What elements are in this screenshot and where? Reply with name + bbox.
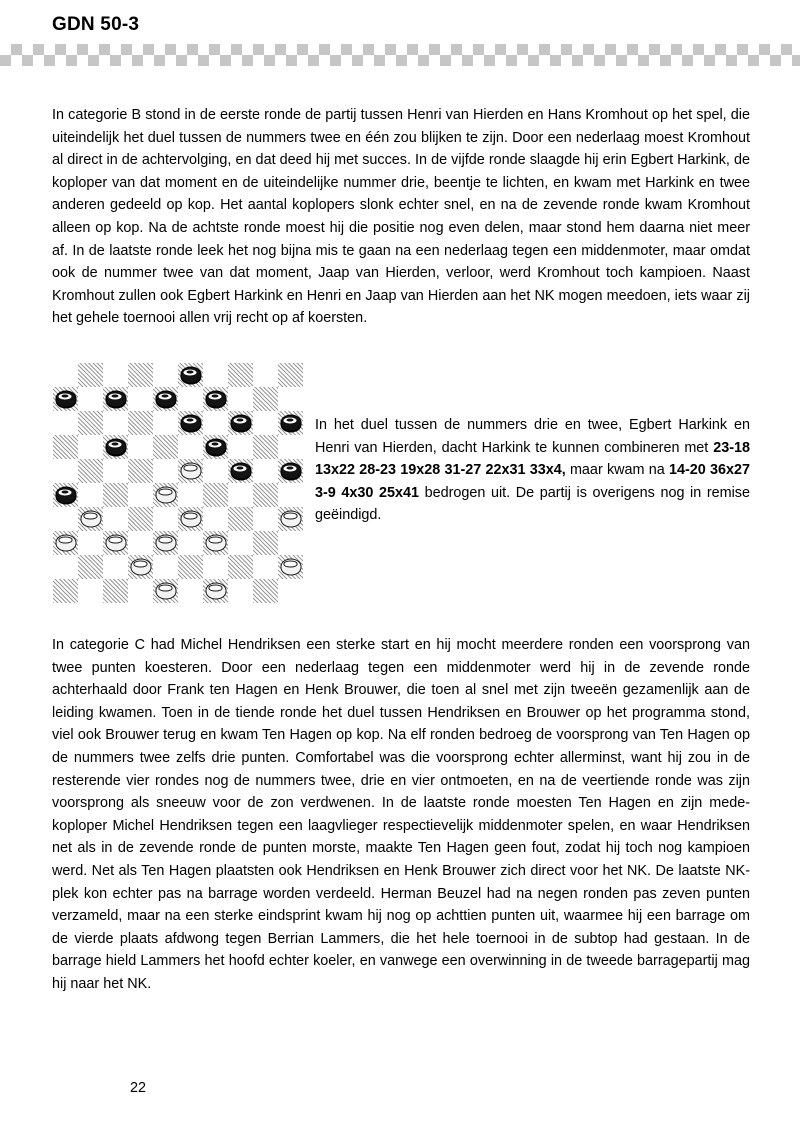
white-man-48 — [155, 583, 176, 600]
board-square-light — [278, 531, 303, 555]
board-square-light — [78, 387, 103, 411]
board-square-24 — [228, 459, 253, 483]
article-top-section — [52, 104, 750, 330]
board-square-29 — [203, 483, 228, 507]
board-square-light — [103, 459, 128, 483]
board-square-light — [253, 459, 278, 483]
board-square-32 — [128, 507, 153, 531]
white-man-31 — [80, 511, 101, 528]
board-square-light — [278, 387, 303, 411]
white-man-45 — [280, 559, 301, 576]
board-square-15 — [278, 411, 303, 435]
draughts-board — [53, 363, 303, 603]
board-square-1 — [78, 363, 103, 387]
board-square-6 — [53, 387, 78, 411]
board-square-light — [178, 435, 203, 459]
board-square-light — [78, 531, 103, 555]
board-square-44 — [228, 555, 253, 579]
board-square-3 — [178, 363, 203, 387]
board-square-25 — [278, 459, 303, 483]
black-man-17 — [105, 439, 126, 456]
board-square-37 — [103, 531, 128, 555]
black-man-8 — [155, 391, 176, 408]
diagram-section — [52, 362, 750, 607]
board-square-48 — [153, 579, 178, 603]
board-square-18 — [153, 435, 178, 459]
board-square-light — [178, 483, 203, 507]
board-square-31 — [78, 507, 103, 531]
board-square-light — [53, 363, 78, 387]
board-square-light — [103, 363, 128, 387]
black-man-15 — [280, 415, 301, 432]
board-square-19 — [203, 435, 228, 459]
board-square-light — [178, 531, 203, 555]
board-square-light — [203, 555, 228, 579]
board-square-39 — [203, 531, 228, 555]
board-square-38 — [153, 531, 178, 555]
white-man-49 — [205, 583, 226, 600]
board-square-42 — [128, 555, 153, 579]
board-square-49 — [203, 579, 228, 603]
board-square-17 — [103, 435, 128, 459]
page-header — [0, 0, 800, 70]
caption-text-middle: maar kwam na — [565, 462, 669, 479]
black-man-26 — [55, 487, 76, 504]
caption-text-outro: bedrogen uit. De partij is overigens nog in remise geëindigd. — [315, 484, 751, 524]
board-square-light — [128, 579, 153, 603]
board-square-47 — [103, 579, 128, 603]
white-man-28 — [155, 487, 176, 504]
board-square-light — [153, 507, 178, 531]
board-square-14 — [228, 411, 253, 435]
board-square-7 — [103, 387, 128, 411]
board-square-light — [53, 507, 78, 531]
board-square-light — [228, 531, 253, 555]
board-square-8 — [153, 387, 178, 411]
black-man-9 — [205, 391, 226, 408]
board-square-33 — [178, 507, 203, 531]
board-square-9 — [203, 387, 228, 411]
board-square-light — [203, 459, 228, 483]
white-man-33 — [180, 511, 201, 528]
board-square-28 — [153, 483, 178, 507]
board-square-light — [278, 435, 303, 459]
board-square-light — [253, 555, 278, 579]
board-square-light — [253, 411, 278, 435]
board-square-5 — [278, 363, 303, 387]
board-square-light — [78, 579, 103, 603]
board-square-light — [228, 483, 253, 507]
board-square-26 — [53, 483, 78, 507]
black-man-25 — [280, 463, 301, 480]
black-man-13 — [180, 415, 201, 432]
paragraph-category-c: In categorie C had Michel Hendriksen een sterke start en hij mocht meerdere ronden een voorsprong van twee punten koesteren. Door een nederlaag tegen een middenmoter werd hij in de zevende ronde achterhaald door Frank ten Hagen en Henk Brouwer, die toen al snel met zijn tweeën gezamenlijk aan de leiding kwamen. Toen in de tiende ronde het duel tussen Hendriksen en Brouwer op het programma stond, viel ook Brouwer terug en kwam Ten Hagen op kop. Na elf ronden bedroeg de voorsprong van Ten Hagen op de nummers twee zelfs drie punten. Comfortabel was die voorsprong echter allerminst, want hij zou in de resterende vier rondes nog de nummers twee, drie en vier ontmoeten, en na de veertiende ronde was zijn voorsprong als sneeuw voor de zon verdwenen. In de laatste ronde moesten Ten Hagen en zijn mede-koploper Michel Hendriksen tegen een laagvlieger respectievelijk middenmoter spelen, en waar Hendriksen net als in de zevende ronde de punten morste, maakte Ten Hagen geen fout, zodat hij toch nog kampioen werd. Net als Ten Hagen plaatsten ook Hendriksen en Henk Brouwer zich direct voor het NK. De laatste NK-plek kon echter pas na barrage worden verdeeld. Herman Beuzel had na negen ronden pas zeven punten verzameld, maar na een sterke eindsprint kwam hij nog op achttien punten uit, waarmee hij een barrage om de vierde plaats afdwong tegen Berrian Lammers, die het hele toernooi in de subtop had gestaan. In de barrage hield Lammers het hoofd echter koeler, en vanwege een overwinning in de tweede barragepartij mag hij naar het NK. — [52, 637, 750, 992]
move-sequence-attempt: 23-18 13x22 28-23 19x28 31-27 22x31 33x4, — [315, 439, 750, 479]
board-square-46 — [53, 579, 78, 603]
board-square-light — [128, 387, 153, 411]
board-square-light — [253, 507, 278, 531]
board-square-light — [203, 363, 228, 387]
black-man-14 — [230, 415, 251, 432]
diagram-caption — [315, 414, 750, 527]
board-square-light — [103, 507, 128, 531]
black-man-7 — [105, 391, 126, 408]
black-man-6 — [55, 391, 76, 408]
board-square-light — [103, 411, 128, 435]
board-square-45 — [278, 555, 303, 579]
board-square-light — [178, 387, 203, 411]
board-square-light — [128, 483, 153, 507]
board-square-11 — [78, 411, 103, 435]
checkerboard-band-icon — [0, 44, 800, 66]
board-square-27 — [103, 483, 128, 507]
board-square-light — [78, 435, 103, 459]
white-man-38 — [155, 535, 176, 552]
board-square-22 — [128, 459, 153, 483]
board-square-light — [253, 363, 278, 387]
board-square-34 — [228, 507, 253, 531]
page-number: 22 — [130, 1080, 147, 1096]
black-man-3 — [180, 367, 201, 384]
board-square-light — [128, 435, 153, 459]
board-square-light — [78, 483, 103, 507]
board-square-16 — [53, 435, 78, 459]
board-square-light — [228, 435, 253, 459]
board-square-43 — [178, 555, 203, 579]
board-square-light — [278, 579, 303, 603]
board-square-35 — [278, 507, 303, 531]
white-man-42 — [130, 559, 151, 576]
board-square-light — [153, 411, 178, 435]
board-square-light — [228, 387, 253, 411]
board-square-40 — [253, 531, 278, 555]
board-square-light — [203, 411, 228, 435]
board-square-20 — [253, 435, 278, 459]
article-bottom-section — [52, 634, 750, 996]
board-square-10 — [253, 387, 278, 411]
page-title: GDN 50-3 — [52, 14, 140, 35]
board-square-30 — [253, 483, 278, 507]
board-square-light — [103, 555, 128, 579]
board-square-light — [178, 579, 203, 603]
board-square-light — [128, 531, 153, 555]
black-man-19 — [205, 439, 226, 456]
board-square-light — [53, 411, 78, 435]
board-square-light — [153, 459, 178, 483]
board-square-23 — [178, 459, 203, 483]
black-man-24 — [230, 463, 251, 480]
board-square-2 — [128, 363, 153, 387]
board-square-light — [203, 507, 228, 531]
board-square-light — [53, 459, 78, 483]
white-man-35 — [280, 511, 301, 528]
board-square-light — [278, 483, 303, 507]
board-square-light — [153, 363, 178, 387]
white-man-36 — [55, 535, 76, 552]
white-man-37 — [105, 535, 126, 552]
board-square-36 — [53, 531, 78, 555]
board-square-50 — [253, 579, 278, 603]
move-sequence-refutation: 14-20 36x27 3-9 4x30 25x41 — [315, 462, 750, 501]
board-square-41 — [78, 555, 103, 579]
board-square-light — [228, 579, 253, 603]
board-square-4 — [228, 363, 253, 387]
board-square-12 — [128, 411, 153, 435]
caption-text-intro: In het duel tussen de nummers drie en twee, Egbert Harkink en Henri van Hierden, dacht Harkink te kunnen combineren met — [315, 417, 750, 456]
board-square-light — [53, 555, 78, 579]
board-square-13 — [178, 411, 203, 435]
board-square-21 — [78, 459, 103, 483]
white-man-23 — [180, 463, 201, 480]
white-man-39 — [205, 535, 226, 552]
paragraph-category-b: In categorie B stond in de eerste ronde de partij tussen Henri van Hierden en Hans Kromhout op het spel, die uiteindelijk het duel tussen de nummers twee en één zou blijken te zijn. Door een nederlaag moest Kromhout al direct in de achtervolging, en dat deed hij met succes. In de vijfde ronde slaagde hij erin Egbert Harkink, de koploper van dat moment en de uiteindelijke nummer drie, beentje te lichten, en kwam met Harkink en twee anderen gedeeld op kop. Het aantal koplopers slonk echter snel, en na de zevende ronde kwam Kromhout alleen op kop. Na de achtste ronde moest hij die positie nog even delen, maar stond hem daarna niet meer af. In de laatste ronde leek het nog bijna mis te gaan na een nederlaag tegen een middenmoter, maar omdat ook de nummer twee van dat moment, Jaap van Hierden, verloor, werd Kromhout toch kampioen. Naast Kromhout zullen ook Egbert Harkink en Henri en Jaap van Hierden aan het NK mogen meedoen, iets waar zij het gehele toernooi allen vrij recht op af koersten. — [52, 107, 750, 327]
board-square-light — [153, 555, 178, 579]
